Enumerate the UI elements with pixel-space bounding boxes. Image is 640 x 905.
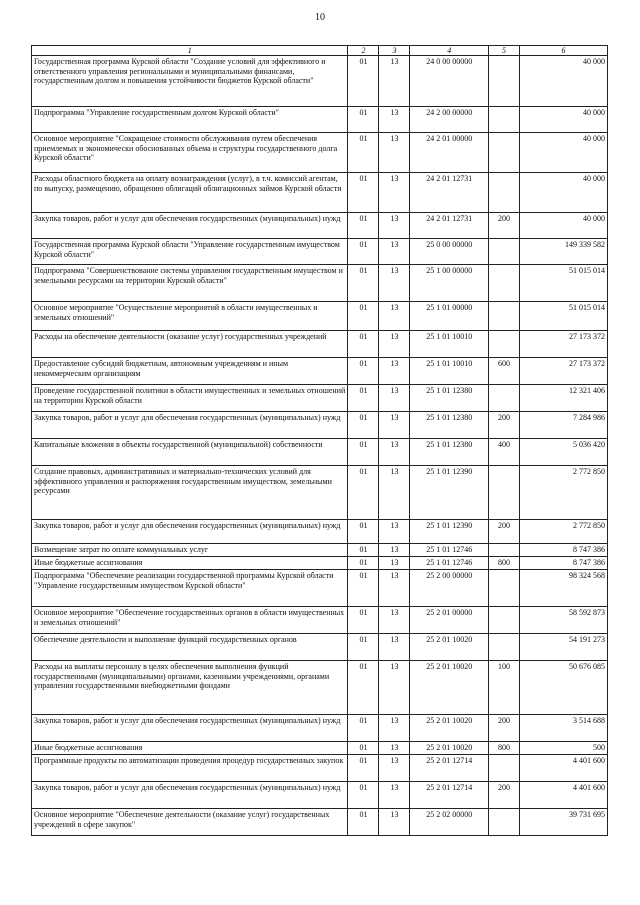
expense-type-cell <box>489 544 520 557</box>
subsection-code-cell: 13 <box>379 439 410 466</box>
subsection-code-cell: 13 <box>379 239 410 265</box>
target-article-cell: 25 2 02 00000 <box>410 809 489 836</box>
amount-cell: 40 000 <box>520 107 608 133</box>
section-code-cell: 01 <box>348 570 379 607</box>
name-cell: Подпрограмма "Управление государственным долгом Курской области" <box>32 107 348 133</box>
table-row <box>32 385 608 412</box>
amount-cell: 40 000 <box>520 213 608 239</box>
target-article-cell: 25 1 00 00000 <box>410 265 489 302</box>
amount-cell: 3 514 688 <box>520 715 608 742</box>
expense-type-cell: 600 <box>489 358 520 385</box>
name-cell: Государственная программа Курской области "Управление государственным имуществом Курской области" <box>32 239 348 265</box>
expense-type-cell: 200 <box>489 715 520 742</box>
target-article-cell: 25 1 01 10010 <box>410 331 489 358</box>
name-cell: Иные бюджетные ассигнования <box>32 742 348 755</box>
expense-type-cell: 100 <box>489 661 520 715</box>
target-article-cell: 24 2 01 00000 <box>410 133 489 173</box>
table-row <box>32 439 608 466</box>
amount-cell: 51 015 014 <box>520 265 608 302</box>
table-row <box>32 661 608 715</box>
subsection-code-cell: 13 <box>379 570 410 607</box>
name-cell: Программные продукты по автоматизации проведения процедур государственных закупок <box>32 755 348 782</box>
expense-type-cell: 200 <box>489 520 520 544</box>
amount-cell: 2 772 850 <box>520 520 608 544</box>
name-cell: Иные бюджетные ассигнования <box>32 557 348 570</box>
section-code-cell: 01 <box>348 607 379 634</box>
name-cell: Основное мероприятие "Обеспечение государственных органов в области имущественных и земельных отношений" <box>32 607 348 634</box>
subsection-code-cell: 13 <box>379 755 410 782</box>
target-article-cell: 24 0 00 00000 <box>410 56 489 107</box>
subsection-code-cell: 13 <box>379 302 410 331</box>
amount-cell: 40 000 <box>520 56 608 107</box>
table-row <box>32 634 608 661</box>
subsection-code-cell: 13 <box>379 385 410 412</box>
table-row <box>32 607 608 634</box>
section-code-cell: 01 <box>348 520 379 544</box>
amount-cell: 27 173 372 <box>520 358 608 385</box>
section-code-cell: 01 <box>348 755 379 782</box>
subsection-code-cell: 13 <box>379 607 410 634</box>
name-cell: Предоставление субсидий бюджетным, автономным учреждениям и иным некоммерческим организациям <box>32 358 348 385</box>
section-code-cell: 01 <box>348 809 379 836</box>
subsection-code-cell: 13 <box>379 265 410 302</box>
section-code-cell: 01 <box>348 213 379 239</box>
expense-type-cell: 800 <box>489 557 520 570</box>
table-row <box>32 742 608 755</box>
subsection-code-cell: 13 <box>379 331 410 358</box>
target-article-cell: 25 0 00 00000 <box>410 239 489 265</box>
amount-cell: 4 401 600 <box>520 782 608 809</box>
subsection-code-cell: 13 <box>379 107 410 133</box>
target-article-cell: 25 1 01 12380 <box>410 385 489 412</box>
amount-cell: 2 772 850 <box>520 466 608 520</box>
target-article-cell: 25 1 01 10010 <box>410 358 489 385</box>
target-article-cell: 25 2 01 12714 <box>410 782 489 809</box>
name-cell: Обеспечение деятельности и выполнение функций государственных органов <box>32 634 348 661</box>
table-row <box>32 520 608 544</box>
section-code-cell: 01 <box>348 385 379 412</box>
amount-cell: 12 321 406 <box>520 385 608 412</box>
section-code-cell: 01 <box>348 56 379 107</box>
table-row <box>32 557 608 570</box>
expense-type-cell: 800 <box>489 742 520 755</box>
expense-type-cell <box>489 385 520 412</box>
table-row <box>32 302 608 331</box>
column-header-6: 6 <box>520 46 608 56</box>
name-cell: Основное мероприятие "Осуществление мероприятий в области имущественных и земельных отношений" <box>32 302 348 331</box>
amount-cell: 54 191 273 <box>520 634 608 661</box>
name-cell: Государственная программа Курской области "Создание условий для эффективного и ответственного управления региональными и муниципальными финансами, государственным долгом и повышения устойчивости бюджетов Курской области" <box>32 56 348 107</box>
amount-cell: 98 324 568 <box>520 570 608 607</box>
table-row <box>32 107 608 133</box>
section-code-cell: 01 <box>348 358 379 385</box>
name-cell: Закупка товаров, работ и услуг для обеспечения государственных (муниципальных) нужд <box>32 412 348 439</box>
table-row <box>32 755 608 782</box>
amount-cell: 500 <box>520 742 608 755</box>
section-code-cell: 01 <box>348 557 379 570</box>
name-cell: Расходы на выплаты персоналу в целях обеспечения выполнения функций государственными (муниципальными) органами, казенными учреждениями, органами управления государственными внебюджетными фондами <box>32 661 348 715</box>
target-article-cell: 25 2 01 10020 <box>410 715 489 742</box>
expense-type-cell: 200 <box>489 782 520 809</box>
section-code-cell: 01 <box>348 544 379 557</box>
section-code-cell: 01 <box>348 661 379 715</box>
expense-type-cell <box>489 466 520 520</box>
expense-type-cell <box>489 634 520 661</box>
section-code-cell: 01 <box>348 331 379 358</box>
name-cell: Расходы областного бюджета на оплату вознаграждения (услуг), в т.ч. комиссий агентам, по выпуску, размещению, обращению облигаций облигационных займов Курской области <box>32 173 348 213</box>
section-code-cell: 01 <box>348 715 379 742</box>
target-article-cell: 25 1 01 12380 <box>410 412 489 439</box>
target-article-cell: 25 1 01 12390 <box>410 466 489 520</box>
table-body <box>32 56 608 836</box>
table-row <box>32 56 608 107</box>
target-article-cell: 24 2 01 12731 <box>410 213 489 239</box>
subsection-code-cell: 13 <box>379 809 410 836</box>
subsection-code-cell: 13 <box>379 56 410 107</box>
expense-type-cell <box>489 239 520 265</box>
expense-type-cell <box>489 607 520 634</box>
subsection-code-cell: 13 <box>379 466 410 520</box>
section-code-cell: 01 <box>348 782 379 809</box>
name-cell: Закупка товаров, работ и услуг для обеспечения государственных (муниципальных) нужд <box>32 782 348 809</box>
expense-type-cell <box>489 265 520 302</box>
subsection-code-cell: 13 <box>379 520 410 544</box>
target-article-cell: 25 1 01 12746 <box>410 557 489 570</box>
table-row <box>32 239 608 265</box>
table-row <box>32 173 608 213</box>
name-cell: Закупка товаров, работ и услуг для обеспечения государственных (муниципальных) нужд <box>32 520 348 544</box>
table-row <box>32 466 608 520</box>
subsection-code-cell: 13 <box>379 544 410 557</box>
expense-type-cell <box>489 133 520 173</box>
expense-type-cell <box>489 570 520 607</box>
table-row <box>32 782 608 809</box>
target-article-cell: 25 2 01 10020 <box>410 742 489 755</box>
header-row <box>32 46 608 56</box>
subsection-code-cell: 13 <box>379 412 410 439</box>
section-code-cell: 01 <box>348 107 379 133</box>
expense-type-cell <box>489 56 520 107</box>
column-header-5: 5 <box>489 46 520 56</box>
name-cell: Закупка товаров, работ и услуг для обеспечения государственных (муниципальных) нужд <box>32 213 348 239</box>
amount-cell: 8 747 386 <box>520 544 608 557</box>
expense-type-cell <box>489 302 520 331</box>
section-code-cell: 01 <box>348 265 379 302</box>
table-row <box>32 570 608 607</box>
name-cell: Подпрограмма "Обеспечение реализации государственной программы Курской области "Управление государственным имуществом Курской области" <box>32 570 348 607</box>
expense-type-cell <box>489 809 520 836</box>
name-cell: Проведение государственной политики в области имущественных и земельных отношений на территории Курской области <box>32 385 348 412</box>
amount-cell: 4 401 600 <box>520 755 608 782</box>
subsection-code-cell: 13 <box>379 661 410 715</box>
section-code-cell: 01 <box>348 439 379 466</box>
target-article-cell: 25 2 00 00000 <box>410 570 489 607</box>
column-header-4: 4 <box>410 46 489 56</box>
table-row <box>32 715 608 742</box>
section-code-cell: 01 <box>348 133 379 173</box>
expense-type-cell <box>489 107 520 133</box>
target-article-cell: 25 2 01 10020 <box>410 634 489 661</box>
amount-cell: 39 731 695 <box>520 809 608 836</box>
expense-type-cell <box>489 173 520 213</box>
amount-cell: 27 173 372 <box>520 331 608 358</box>
page-number: 10 <box>315 12 325 23</box>
table-row <box>32 133 608 173</box>
target-article-cell: 25 2 01 12714 <box>410 755 489 782</box>
amount-cell: 149 339 582 <box>520 239 608 265</box>
table-row <box>32 358 608 385</box>
target-article-cell: 25 1 01 12746 <box>410 544 489 557</box>
name-cell: Капитальные вложения в объекты государственной (муниципальной) собственности <box>32 439 348 466</box>
subsection-code-cell: 13 <box>379 173 410 213</box>
amount-cell: 40 000 <box>520 133 608 173</box>
subsection-code-cell: 13 <box>379 742 410 755</box>
table-row <box>32 412 608 439</box>
column-header-3: 3 <box>379 46 410 56</box>
amount-cell: 7 284 986 <box>520 412 608 439</box>
table-row <box>32 544 608 557</box>
section-code-cell: 01 <box>348 466 379 520</box>
section-code-cell: 01 <box>348 302 379 331</box>
expense-type-cell: 200 <box>489 412 520 439</box>
amount-cell: 5 036 420 <box>520 439 608 466</box>
amount-cell: 51 015 014 <box>520 302 608 331</box>
expense-type-cell <box>489 755 520 782</box>
subsection-code-cell: 13 <box>379 557 410 570</box>
amount-cell: 40 000 <box>520 173 608 213</box>
amount-cell: 50 676 085 <box>520 661 608 715</box>
target-article-cell: 25 2 01 00000 <box>410 607 489 634</box>
subsection-code-cell: 13 <box>379 634 410 661</box>
target-article-cell: 25 1 01 12390 <box>410 520 489 544</box>
target-article-cell: 25 1 01 00000 <box>410 302 489 331</box>
subsection-code-cell: 13 <box>379 213 410 239</box>
target-article-cell: 24 2 01 12731 <box>410 173 489 213</box>
target-article-cell: 25 2 01 10020 <box>410 661 489 715</box>
amount-cell: 8 747 386 <box>520 557 608 570</box>
column-header-1: 1 <box>32 46 348 56</box>
subsection-code-cell: 13 <box>379 782 410 809</box>
table-row <box>32 213 608 239</box>
section-code-cell: 01 <box>348 173 379 213</box>
name-cell: Подпрограмма "Совершенствование системы управления государственным имуществом и земельными ресурсами на территории Курской области" <box>32 265 348 302</box>
expense-type-cell: 200 <box>489 213 520 239</box>
subsection-code-cell: 13 <box>379 358 410 385</box>
column-header-2: 2 <box>348 46 379 56</box>
target-article-cell: 25 1 01 12380 <box>410 439 489 466</box>
expense-type-cell: 400 <box>489 439 520 466</box>
name-cell: Закупка товаров, работ и услуг для обеспечения государственных (муниципальных) нужд <box>32 715 348 742</box>
amount-cell: 58 592 873 <box>520 607 608 634</box>
name-cell: Основное мероприятие "Обеспечение деятельности (оказание услуг) государственных учреждений в сфере закупок" <box>32 809 348 836</box>
target-article-cell: 24 2 00 00000 <box>410 107 489 133</box>
section-code-cell: 01 <box>348 412 379 439</box>
section-code-cell: 01 <box>348 239 379 265</box>
name-cell: Основное мероприятие "Сокращение стоимости обслуживания путем обеспечения приемлемых и экономически обоснованных объема и структуры государственного долга Курской области" <box>32 133 348 173</box>
subsection-code-cell: 13 <box>379 715 410 742</box>
table-row <box>32 331 608 358</box>
name-cell: Возмещение затрат по оплате коммунальных услуг <box>32 544 348 557</box>
table-row <box>32 809 608 836</box>
section-code-cell: 01 <box>348 742 379 755</box>
name-cell: Расходы на обеспечение деятельности (оказание услуг) государственных учреждений <box>32 331 348 358</box>
budget-table <box>31 45 608 836</box>
table-row <box>32 265 608 302</box>
name-cell: Создание правовых, административных и материально-технических условий для эффективного управления и распоряжения государственным имуществом, земельными ресурсами <box>32 466 348 520</box>
subsection-code-cell: 13 <box>379 133 410 173</box>
expense-type-cell <box>489 331 520 358</box>
section-code-cell: 01 <box>348 634 379 661</box>
